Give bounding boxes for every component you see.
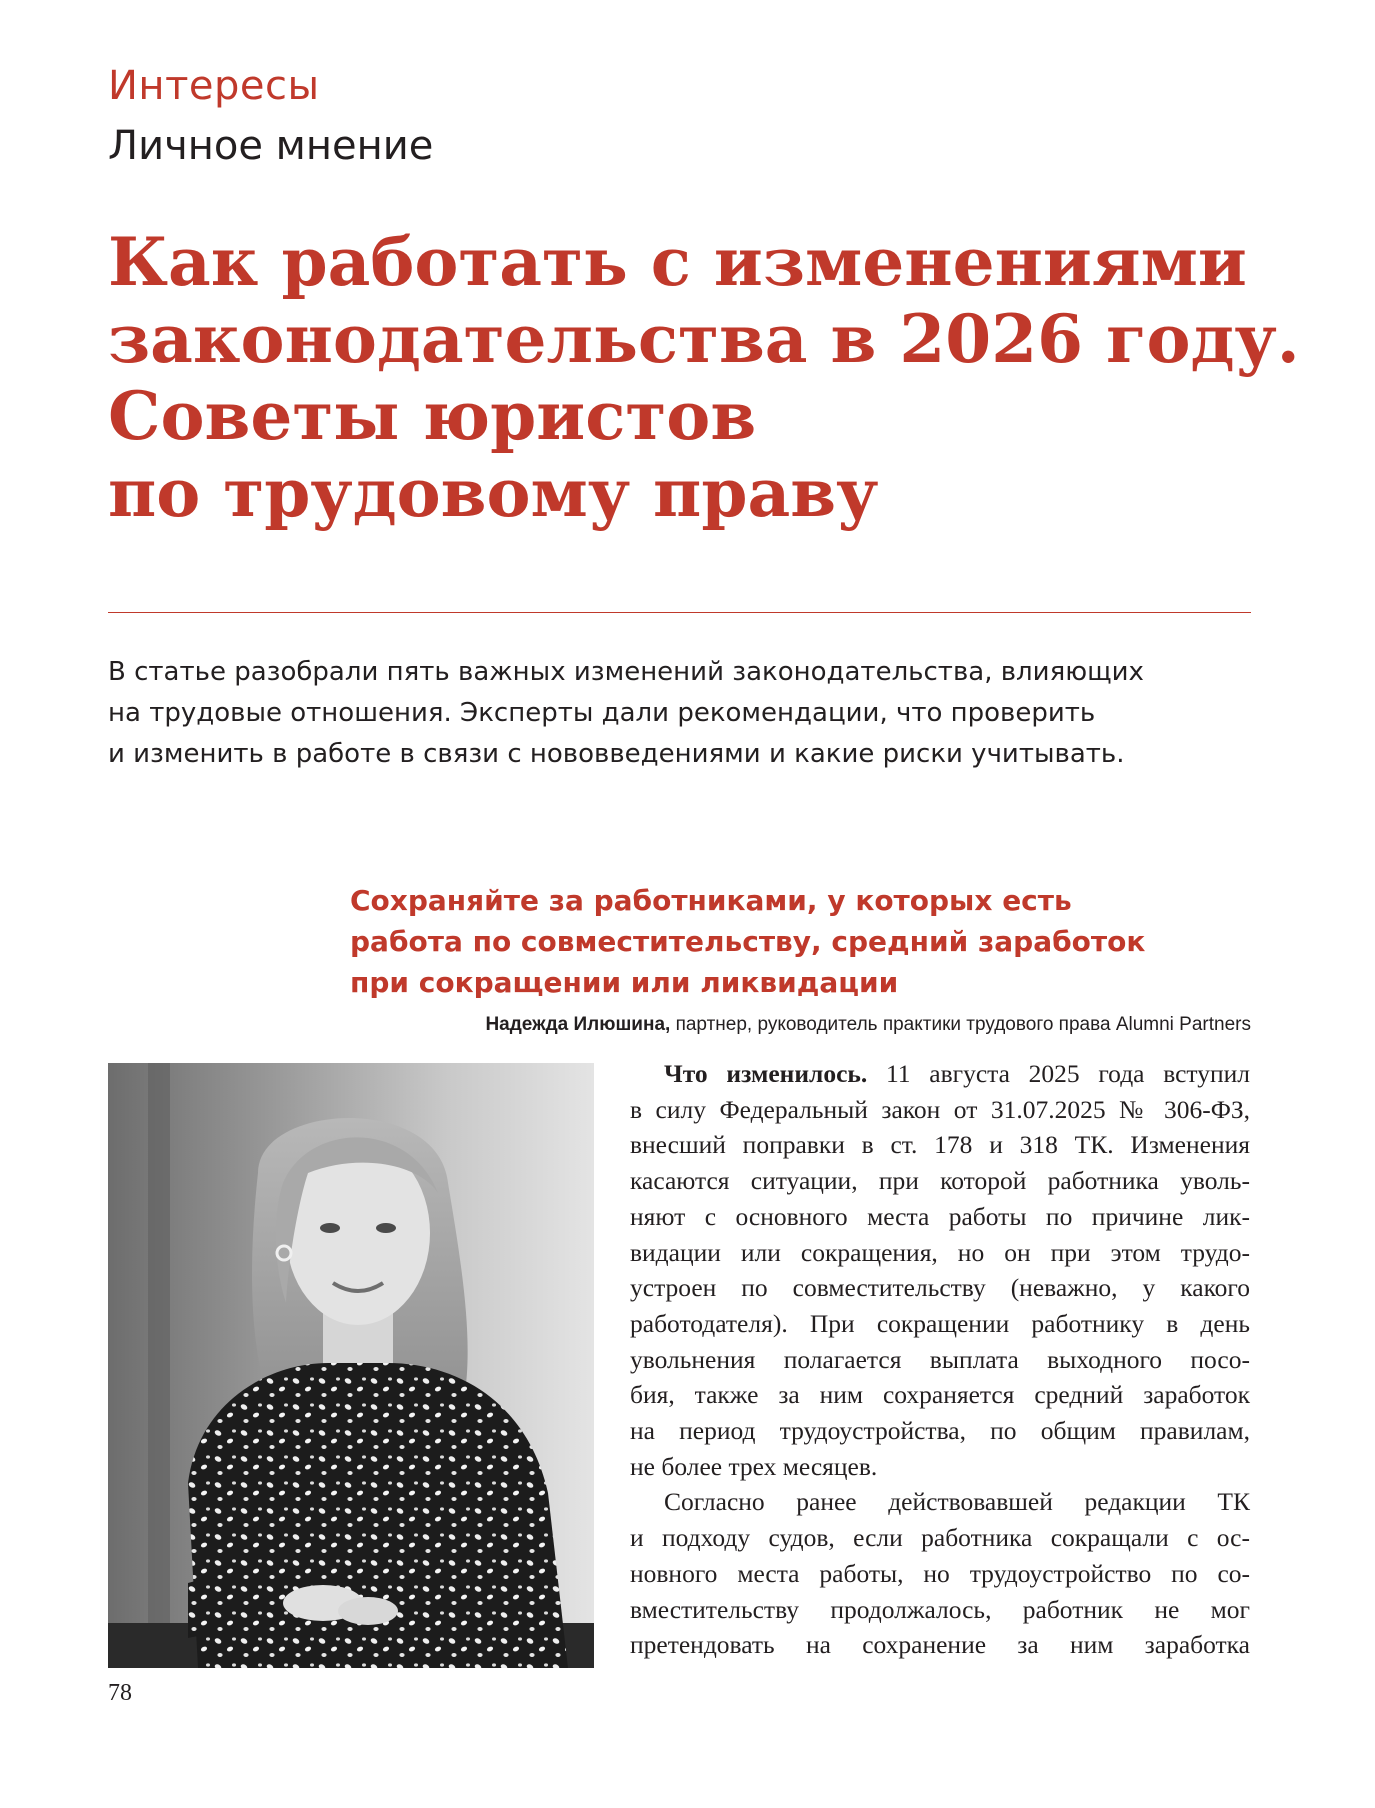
headline-line: Советы юристов (108, 377, 757, 455)
author-name: Надежда Илюшина, (485, 1014, 671, 1035)
lead-line: В статье разобрали пять важных изменений законодательства, влияющих (108, 657, 1144, 687)
body-line: вместительству продолжалось, работник не мог (630, 1594, 1250, 1624)
author-byline (485, 1012, 1251, 1038)
body-line: не более трех месяцев. (630, 1451, 878, 1481)
body-line: увольнения полагается выплата выходного посо- (630, 1344, 1250, 1374)
article-headline (108, 223, 1300, 532)
body-line: внесший поправки в ст. 178 и 318 ТК. Изменения (630, 1130, 1250, 1160)
body-text-fragment: 11 августа 2025 года вступил (867, 1059, 1250, 1088)
body-line: работодателя). При сокращении работнику в день (630, 1308, 1250, 1338)
body-line: в силу Федеральный закон от 31.07.2025 № 306-ФЗ, (630, 1094, 1250, 1124)
body-line: няют с основного места работы по причине лик- (630, 1201, 1250, 1231)
body-line: видации или сокращения, но он при этом трудо- (630, 1237, 1250, 1267)
lead-line: и изменить в работе в связи с нововведениями и какие риски учитывать. (108, 739, 1125, 769)
body-line: бия, также за ним сохраняется средний заработок (630, 1380, 1250, 1410)
section-label: Интересы (108, 63, 320, 109)
author-role: партнер, руководитель практики трудового права Alumni Partners (670, 1014, 1251, 1035)
headline-divider (108, 612, 1251, 613)
page-number: 78 (108, 1680, 132, 1706)
headline-line: по трудовому праву (108, 454, 879, 532)
body-line: на период трудоустройства, по общим правилам, (630, 1416, 1250, 1446)
section-heading-line: Сохраняйте за работниками, у которых есть (350, 884, 1072, 917)
body-line: устроен по совместительству (неважно, у какого (630, 1273, 1250, 1303)
body-line: и подходу судов, если работника сокращали с ос- (630, 1523, 1250, 1553)
article-body (630, 1056, 1250, 1663)
body-line (630, 1056, 1250, 1092)
body-line: новного места работы, но трудоустройство по со- (630, 1558, 1250, 1588)
section-heading (350, 880, 1250, 1003)
section-heading-line: работа по совместительству, средний заработок (350, 925, 1146, 958)
lead-in: Что изменилось. (664, 1059, 868, 1088)
headline-line: законодательства в 2026 году. (108, 300, 1300, 378)
section-heading-line: при сокращении или ликвидации (350, 966, 899, 999)
body-line: претендовать на сохранение за ним заработка (630, 1630, 1250, 1660)
body-line: Согласно ранее действовавшей редакции ТК (664, 1487, 1250, 1517)
author-photo (108, 1063, 594, 1668)
headline-line: Как работать с изменениями (108, 223, 1247, 301)
portrait-image (108, 1063, 594, 1668)
body-line: касаются ситуации, при которой работника уволь- (630, 1166, 1250, 1196)
lead-line: на трудовые отношения. Эксперты дали рекомендации, что проверить (108, 698, 1096, 728)
article-lead (108, 652, 1258, 775)
subsection-label: Личное мнение (108, 123, 434, 169)
